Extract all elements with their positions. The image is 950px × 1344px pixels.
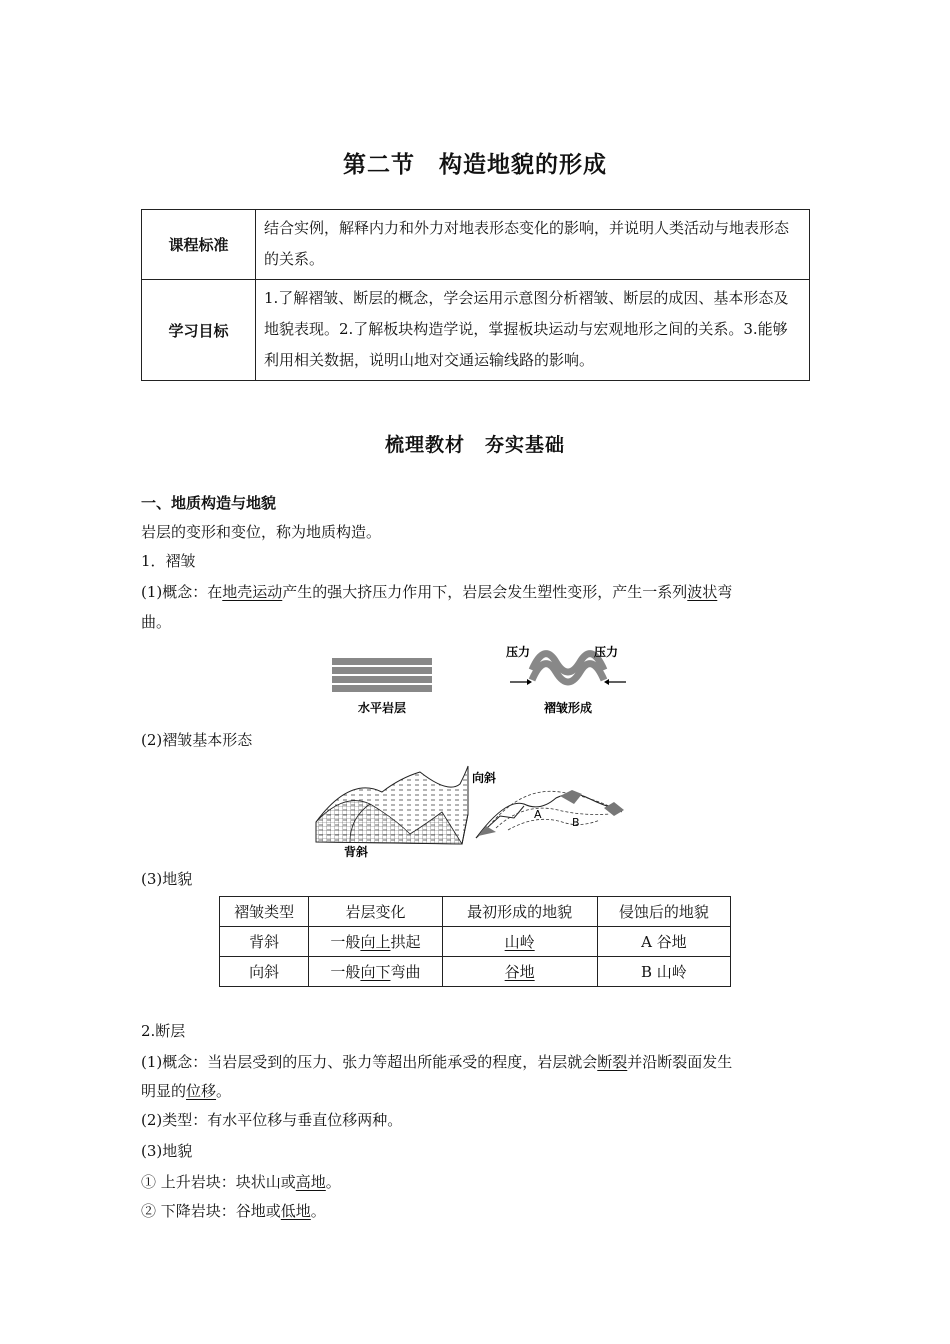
fault-landform-heading: (3)地貌 [141, 1142, 193, 1160]
table-header: 岩层变化 [309, 897, 442, 927]
fold-type-cell: 背斜 [220, 927, 309, 957]
fault-heading: 2.断层 [141, 1022, 186, 1040]
fault-types: (2)类型：有水平位移与垂直位移两种。 [141, 1111, 403, 1129]
syncline-label: 向斜 [472, 771, 497, 785]
table-header: 褶皱类型 [220, 897, 309, 927]
blank-answer: 波状 [687, 583, 718, 601]
table-header-row [220, 897, 731, 927]
blank-answer: 高地 [295, 1173, 326, 1191]
table-header: 最初形成的地貌 [442, 897, 597, 927]
blank-answer: 位移 [186, 1082, 217, 1100]
fold-concept-line2: 曲。 [141, 613, 172, 631]
fault-concept: (1)概念：当岩层受到的压力、张力等超出所能承受的程度，岩层就会断裂并沿断裂面发生 [141, 1053, 733, 1071]
part1-heading: 一、地质构造与地貌 [141, 494, 277, 512]
table-header: 侵蚀后的地貌 [597, 897, 730, 927]
section-title: 梳理教材 夯实基础 [384, 434, 565, 456]
eroded-landform-cell: A 谷地 [597, 927, 730, 957]
table-row [220, 927, 731, 957]
fault-concept-line2: 明显的位移。 [141, 1082, 232, 1100]
landform-heading: (3)地貌 [141, 870, 193, 888]
standard-label: 课程标准 [142, 210, 256, 280]
fold-formation-label: 褶皱形成 [543, 701, 593, 715]
subside-block-line: ② 下降岩块：谷地或低地。 [141, 1202, 326, 1220]
fold-heading: 1．褶皱 [141, 552, 196, 570]
initial-landform-cell [442, 957, 597, 987]
blank-answer: 断裂 [597, 1053, 628, 1071]
blank-answer: 谷地 [504, 963, 535, 981]
force-label-left: 压力 [505, 645, 531, 659]
force-label-right: 压力 [593, 645, 619, 659]
fold-block-diagram [316, 766, 468, 844]
fold-concept: (1)概念：在地壳运动产生的强大挤压力作用下，岩层会发生塑性变形，产生一系列波状弯 [141, 583, 733, 601]
blank-answer: 低地 [280, 1202, 311, 1220]
blank-answer: 山岭 [504, 933, 535, 951]
blank-answer: 地壳运动 [222, 583, 283, 601]
page-title: 第二节 构造地貌的形成 [343, 152, 607, 178]
blank-answer: 向上 [360, 933, 391, 951]
fold-formation-figure [320, 636, 630, 720]
horizontal-strata-label: 水平岩层 [357, 701, 407, 715]
anticline-label: 背斜 [344, 845, 369, 859]
point-b-label: B [572, 816, 580, 829]
objective-text: 1.了解褶皱、断层的概念，学会运用示意图分析褶皱、断层的成因、基本形态及地貌表现。2.了解板块构造学说，掌握板块运动与宏观地形之间的关系。3.能够利用相关数据，说明山地对交通运输线路的影响。 [256, 280, 810, 381]
fold-forms-heading: (2)褶皱基本形态 [141, 731, 253, 749]
part1-intro: 岩层的变形和变位，称为地质构造。 [141, 523, 382, 541]
horizontal-strata-diagram [332, 658, 432, 692]
fold-landform-table [219, 896, 731, 987]
initial-landform-cell [442, 927, 597, 957]
eroded-fold-diagram [476, 790, 624, 838]
table-row [220, 957, 731, 987]
uplift-block-line: ① 上升岩块：块状山或高地。 [141, 1173, 341, 1191]
eroded-landform-cell: B 山岭 [597, 957, 730, 987]
point-a-label: A [534, 808, 542, 821]
fold-forms-figure [310, 758, 640, 862]
objective-label: 学习目标 [142, 280, 256, 381]
curriculum-standards-table [141, 209, 810, 381]
blank-answer: 向下 [360, 963, 391, 981]
strata-change-cell: 一般向上拱起 [309, 927, 442, 957]
fold-type-cell: 向斜 [220, 957, 309, 987]
strata-change-cell: 一般向下弯曲 [309, 957, 442, 987]
standard-text: 结合实例，解释内力和外力对地表形态变化的影响，并说明人类活动与地表形态的关系。 [256, 210, 810, 280]
